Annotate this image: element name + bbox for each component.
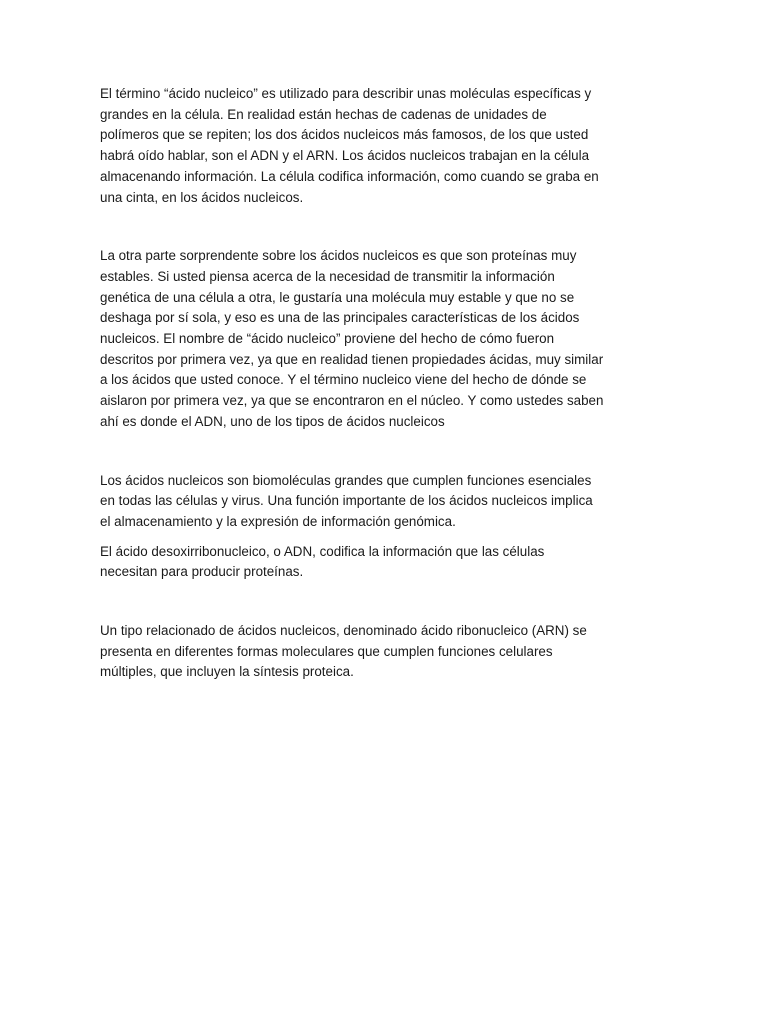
paragraph-2: La otra parte sorprendente sobre los ácidos nucleicos es que son proteínas muy estables. Si usted piensa acerca de la necesidad de transmitir la información genética de una célula a otra, le gustaría una molécula muy estable y que no se deshaga por sí sola, y eso es una de las principales características de los ácidos nucleicos. El nombre de “ácido nucleico” proviene del hecho de cómo fueron descritos por primera vez, ya que en realidad tienen propiedades ácidas, muy similar a los ácidos que usted conoce. Y el término nucleico viene del hecho de dónde se aislaron por primera vez, ya que se encontraron en el núcleo. Y como ustedes saben ahí es donde el ADN, uno de los tipos de ácidos nucleicos: [100, 248, 604, 429]
paragraph-3: Los ácidos nucleicos son biomoléculas grandes que cumplen funciones esenciales en todas las células y virus. Una función importante de los ácidos nucleicos implica el almacenamiento y la expresión de información genómica.: [100, 472, 593, 529]
paragraph-1: El término “ácido nucleico” es utilizado para describir unas moléculas específicas y grandes en la célula. En realidad están hechas de cadenas de unidades de polímeros que se repiten; los dos ácidos nucleicos más famosos, de los que usted habrá oído hablar, son el ADN y el ARN. Los ácidos nucleicos trabajan en la célula almacenando información. La célula codifica información, como cuando se graba en una cinta, en los ácidos nucleicos.: [100, 86, 599, 205]
paragraph-4: El ácido desoxirribonucleico, o ADN, codifica la información que las células necesitan para producir proteínas.: [100, 543, 545, 580]
paragraph-5: Un tipo relacionado de ácidos nucleicos, denominado ácido ribonucleico (ARN) se presenta en diferentes formas moleculares que cumplen funciones celulares múltiples, que incluyen la síntesis proteica.: [100, 623, 587, 680]
document-body: [100, 84, 605, 683]
